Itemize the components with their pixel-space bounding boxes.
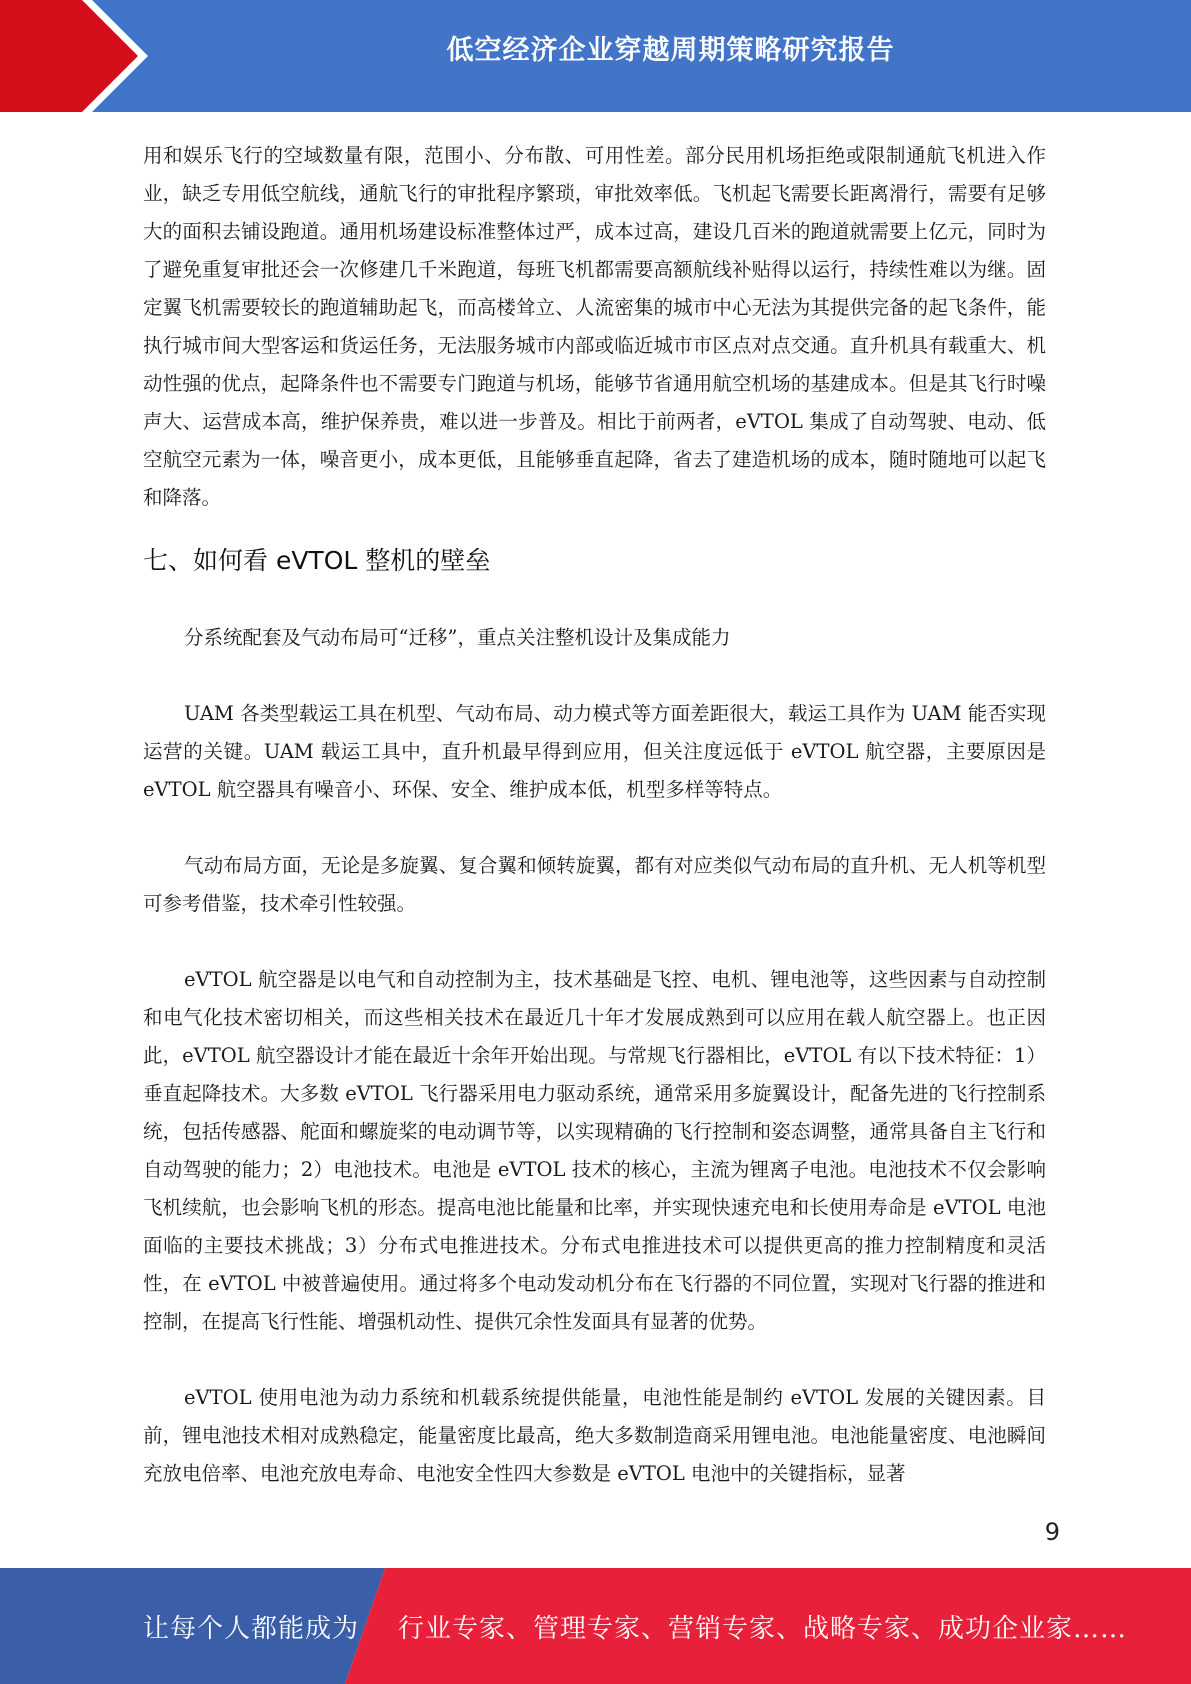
footer-slogan-left: 让每个人都能成为 [143, 1614, 360, 1644]
section-heading: 七、如何看 eVTOL 整机的壁垒 [143, 546, 491, 575]
paragraph-aerodynamic-layout: 气动布局方面，无论是多旋翼、复合翼和倾转旋翼，都有对应类似气动布局的直升机、无人机等机型可参考借鉴，技术牵引性较强。 [143, 854, 1046, 915]
header-arrow-fill [0, 0, 138, 112]
paragraph-technical-features: eVTOL 航空器是以电气和自动控制为主，技术基础是飞控、电机、锂电池等，这些因素与自动控制和电气化技术密切相关，而这些相关技术在最近几十年才发展成熟到可以应用在载人航空器上。也正因此，eVTOL 航空器设计才能在最近十余年开始出现。与常规飞行器相比，eVTOL 有以下技术特征：1）垂直起降技术。大多数 eVTOL 飞行器采用电力驱动系统，通常采用多旋翼设计，配备先进的飞行控制系统，包括传感器、舵面和螺旋桨的电动调节等，以实现精确的飞行控制和姿态调整，通常具备自主飞行和自动驾驶的能力；2）电池技术。电池是 eVTOL 技术的核心，主流为锂离子电池。电池技术不仅会影响飞机续航，也会影响飞机的形态。提高电池比能量和比率，并实现快速充电和长使用寿命是 eVTOL 电池面临的主要技术挑战；3）分布式电推进技术。分布式电推进技术可以提供更高的推力控制精度和灵活性，在 eVTOL 中被普遍使用。通过将多个电动发动机分布在飞行器的不同位置，实现对飞行器的推进和控制，在提高飞行性能、增强机动性、提供冗余性发面具有显著的优势。 [143, 968, 1046, 1333]
footer-slogan-right: 行业专家、管理专家、营销专家、战略专家、成功企业家…… [398, 1614, 1128, 1644]
page-header [0, 0, 1191, 112]
paragraph-uam-vehicles: UAM 各类型载运工具在机型、气动布局、动力模式等方面差距很大，载运工具作为 UAM 能否实现运营的关键。UAM 载运工具中，直升机最早得到应用，但关注度远低于 eVTOL 航空器，主要原因是 eVTOL 航空器具有噪音小、环保、安全、维护成本低，机型多样等特点。 [143, 702, 1046, 801]
header-arrow-decoration [0, 0, 160, 112]
paragraph-battery: eVTOL 使用电池为动力系统和机载系统提供能量，电池性能是制约 eVTOL 发展的关键因素。目前，锂电池技术相对成熟稳定，能量密度比最高，绝大多数制造商采用锂电池。电池能量密度、电池瞬间充放电倍率、电池充放电寿命、电池安全性四大参数是 eVTOL 电池中的关键指标，显著 [143, 1386, 1046, 1485]
page-footer [0, 1568, 1191, 1684]
page-content [143, 137, 1046, 1493]
report-title: 低空经济企业穿越周期策略研究报告 [446, 35, 895, 66]
section-subheading: 分系统配套及气动布局可“迁移”，重点关注整机设计及集成能力 [184, 626, 731, 649]
page-number: 9 [1044, 1518, 1060, 1546]
paragraph-airspace: 用和娱乐飞行的空域数量有限，范围小、分布散、可用性差。部分民用机场拒绝或限制通航飞机进入作业，缺乏专用低空航线，通航飞行的审批程序繁琐，审批效率低。飞机起飞需要长距离滑行，需要有足够大的面积去铺设跑道。通用机场建设标准整体过严，成本过高，建设几百米的跑道就需要上亿元，同时为了避免重复审批还会一次修建几千米跑道，每班飞机都需要高额航线补贴得以运行，持续性难以为继。固定翼飞机需要较长的跑道辅助起飞，而高楼耸立、人流密集的城市中心无法为其提供完备的起飞条件，能执行城市间大型客运和货运任务，无法服务城市内部或临近城市市区点对点交通。直升机具有载重大、机动性强的优点，起降条件也不需要专门跑道与机场，能够节省通用航空机场的基建成本。但是其飞行时噪声大、运营成本高，维护保养贵，难以进一步普及。相比于前两者，eVTOL 集成了自动驾驶、电动、低空航空元素为一体，噪音更小，成本更低，且能够垂直起降，省去了建造机场的成本，随时随地可以起飞和降落。 [143, 144, 1046, 509]
